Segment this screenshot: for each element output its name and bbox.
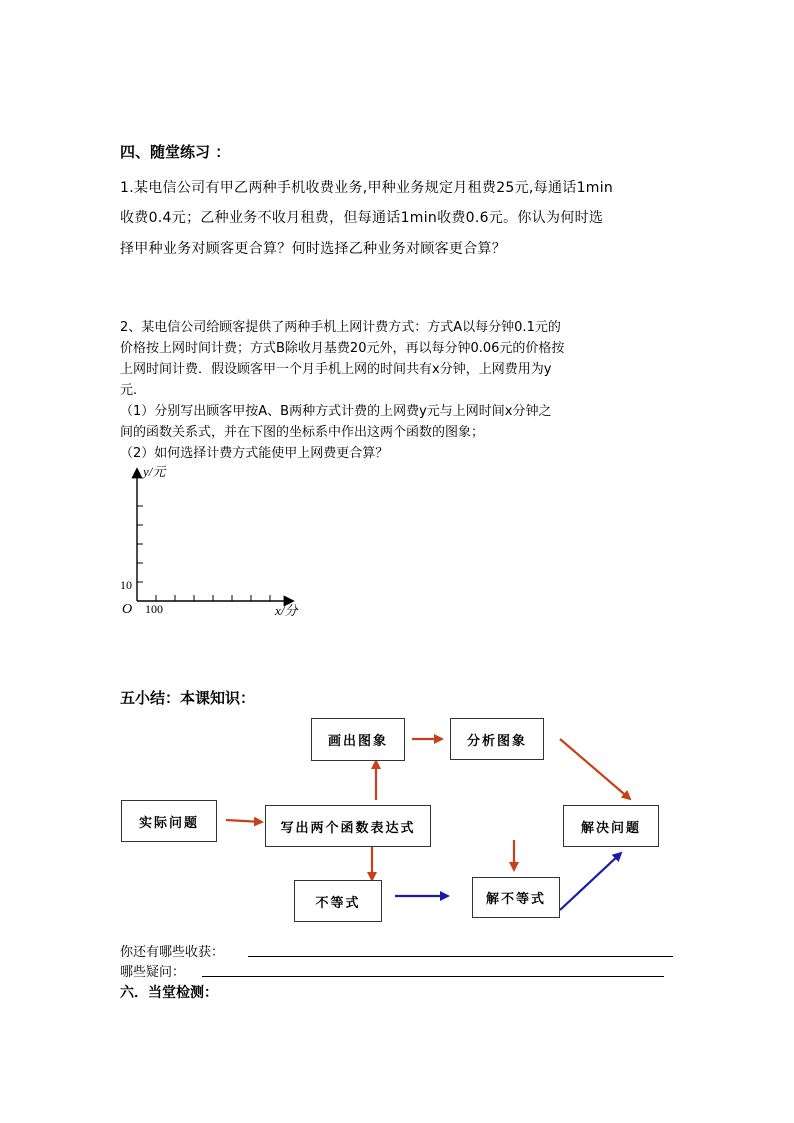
flow-box-draw-graph — [311, 718, 405, 761]
flow-box-draw-graph-label: 画出图象 — [327, 734, 388, 749]
q1-line2: 收费0.4元；乙种业务不收月租费，但每通话1min收费0.6元。你认为何时选 — [120, 210, 604, 226]
q2-sub1-line2: 间的函数关系式，并在下图的坐标系中作出这两个函数的图象； — [120, 425, 485, 440]
flow-box-analyze-graph-label: 分析图象 — [466, 733, 527, 749]
questions-label: 哪些疑问： — [120, 965, 186, 980]
flow-box-solve-problem-label: 解决问题 — [580, 820, 641, 836]
gains-label: 你还有哪些收获： — [120, 945, 225, 960]
q2-line4: 元. — [120, 383, 138, 398]
questions-answer-line[interactable] — [202, 976, 664, 977]
gains-answer-line[interactable] — [248, 956, 673, 957]
flow-box-solve-inequality — [472, 877, 560, 918]
origin-label: O — [122, 602, 133, 617]
section4-title: 四、随堂练习 ： — [120, 143, 231, 161]
flow-box-solve-problem — [563, 805, 659, 847]
flow-box-analyze-graph — [450, 718, 544, 760]
q2-line2: 价格按上网时间计费；方式B除收月基费20元外，再以每分钟0.06元的价格按 — [120, 341, 565, 356]
section5-title: 五小结：本课知识： — [120, 689, 256, 707]
arrow-actual-to-write — [226, 820, 262, 822]
q2-line3: 上网时间计费．假设顾客甲一个月手机上网的时间共有x分钟，上网费用为y — [120, 362, 552, 377]
flow-box-inequality-label: 不等式 — [315, 895, 361, 911]
flow-box-actual-problem — [121, 800, 217, 842]
arrow-solve-inequality-to-solve — [560, 853, 621, 910]
flow-box-inequality — [294, 880, 382, 922]
q2-sub2: （2）如何选择计费方式能使甲上网费更合算？ — [120, 446, 389, 461]
arrow-analyze-to-solve — [560, 739, 630, 799]
flow-box-write-expressions — [265, 805, 431, 847]
flow-box-write-expressions-label: 写出两个函数表达式 — [280, 820, 416, 836]
section6-title: 六．当堂检测： — [120, 985, 218, 1001]
q1-line3: 择甲种业务对顾客更合算？何时选择乙种业务对顾客更合算？ — [120, 241, 507, 257]
x-tick-label: 100 — [145, 602, 163, 616]
q2-line1: 2、某电信公司给顾客提供了两种手机上网计费方式：方式A以每分钟0.1元的 — [120, 320, 561, 335]
q1-line1: 1.某电信公司有甲乙两种手机收费业务,甲种业务规定月租费25元,每通话1min — [120, 180, 614, 196]
y-axis-label: y/元 — [143, 464, 166, 479]
q2-sub1-line1: （1）分别写出顾客甲按A、B两种方式计费的上网费y元与上网时间x分钟之 — [120, 404, 552, 419]
y-tick-label: 10 — [120, 578, 132, 592]
x-axis-label: x/分 — [275, 603, 298, 618]
flow-box-actual-problem-label: 实际问题 — [138, 815, 199, 831]
flow-box-solve-inequality-label: 解不等式 — [485, 892, 546, 907]
